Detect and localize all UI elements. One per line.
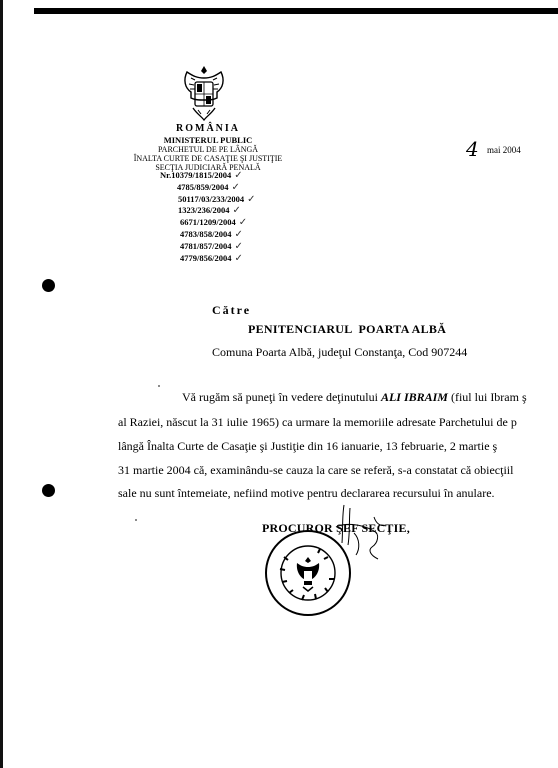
date-day: 4 xyxy=(466,137,479,161)
body-line-2: al Raziei, născut la 31 iulie 1965) ca urmare la memoriile adresate Parchetului de p xyxy=(118,415,517,429)
punch-hole-bottom xyxy=(42,484,55,497)
registration-number: 4781/857/2004 ✓ xyxy=(180,240,243,252)
header-office-line2: ÎNALTA CURTE DE CASAŢIE ŞI JUSTIŢIE xyxy=(133,154,283,163)
header-country: ROMÂNIA xyxy=(176,123,240,134)
scan-left-edge xyxy=(0,0,3,768)
scan-speck xyxy=(158,385,160,387)
checkmark-icon: ✓ xyxy=(234,252,243,264)
body-line-3: lângă Înalta Curte de Casaţie şi Justiţie din 16 ianuarie, 13 februarie, 2 martie ş xyxy=(118,439,498,453)
checkmark-icon: ✓ xyxy=(231,181,240,193)
signature-title: PROCUROR ŞEF SECŢIE, xyxy=(262,521,410,535)
checkmark-icon: ✓ xyxy=(234,170,243,181)
handwritten-signature xyxy=(330,503,390,563)
header-ministry: MINISTERUL PUBLIC xyxy=(163,135,253,145)
checkmark-icon: ✓ xyxy=(234,240,243,252)
addressee-to: Către xyxy=(212,303,252,317)
inmate-name: ALI IBRAIM xyxy=(380,390,448,404)
punch-hole-top xyxy=(42,279,55,292)
registration-number: 4783/858/2004 ✓ xyxy=(180,228,243,240)
body-line-5: sale nu sunt întemeiate, nefiind motive pentru declararea recursului în anulare. xyxy=(118,486,495,500)
date-month-year: mai 2004 xyxy=(487,145,521,155)
registration-list xyxy=(160,170,256,264)
addressee-institution: PENITENCIARUL POARTA ALBĂ xyxy=(248,322,447,336)
checkmark-icon: ✓ xyxy=(232,205,241,217)
coat-of-arms-icon xyxy=(181,64,227,122)
registration-number: 6671/1209/2004 ✓ xyxy=(180,217,248,229)
checkmark-icon: ✓ xyxy=(238,217,248,229)
scan-top-bar xyxy=(34,8,558,14)
scan-speck xyxy=(135,519,137,521)
registration-number: 50117/03/233/2004 ✓ xyxy=(178,193,256,205)
checkmark-icon: ✓ xyxy=(247,193,256,205)
header-office-line1: PARCHETUL DE PE LÂNGĂ xyxy=(157,145,259,154)
body-line-4: 31 martie 2004 că, examinându-se cauza la care se referă, s-a constatat că obiecţiil xyxy=(118,463,514,477)
registration-number: 4785/859/2004 ✓ xyxy=(177,181,240,193)
body-line-1: Vă rugăm să puneţi în vedere deţinutului ALI IBRAIM (fiul lui Ibram ş xyxy=(182,390,527,404)
registration-number: 4779/856/2004 ✓ xyxy=(180,252,243,264)
registration-number: 1323/236/2004 ✓ xyxy=(178,205,241,217)
checkmark-icon: ✓ xyxy=(234,228,243,240)
header-section: SECŢIA JUDICIARĂ PENALĂ xyxy=(155,163,261,172)
addressee-address: Comuna Poarta Albă, judeţul Constanţa, Cod 907244 xyxy=(212,345,468,359)
registration-number: Nr.10379/1815/2004 ✓ xyxy=(160,170,243,181)
